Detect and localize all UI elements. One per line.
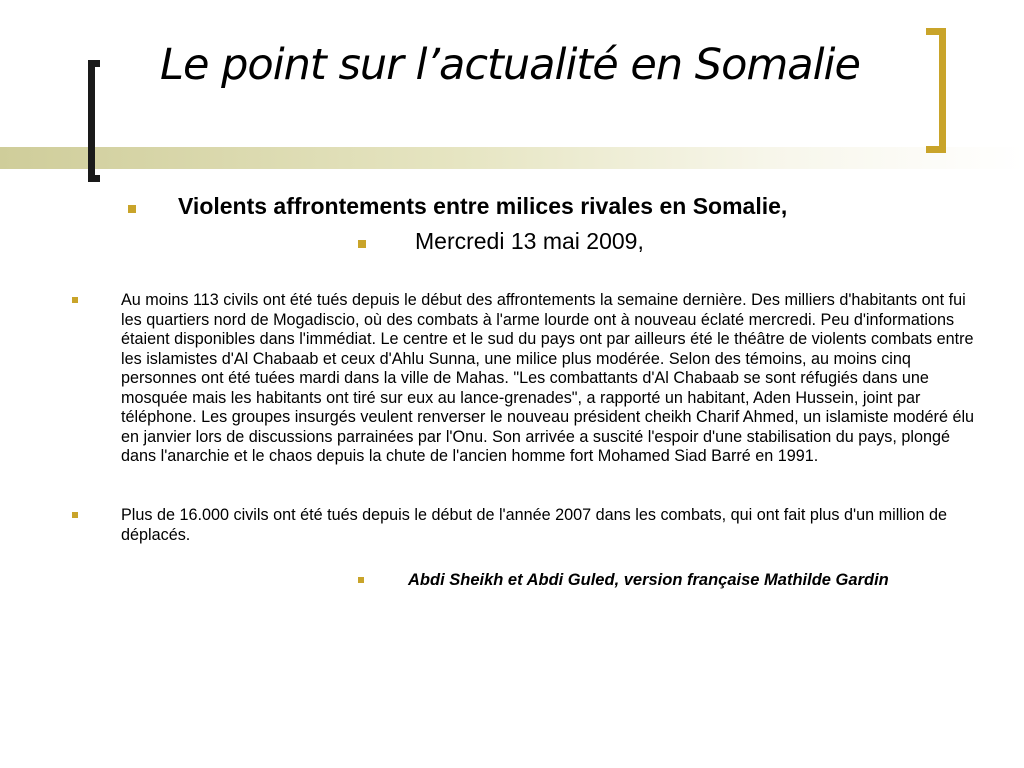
square-bullet-icon xyxy=(72,512,78,518)
square-bullet-icon xyxy=(72,297,78,303)
credit-item xyxy=(358,571,998,590)
date-text: Mercredi 13 mai 2009, xyxy=(415,228,644,254)
decorative-band xyxy=(0,147,1024,169)
square-bullet-icon xyxy=(358,577,364,583)
slide-title: Le point sur l’actualité en Somalie xyxy=(160,40,860,90)
paragraph-item xyxy=(72,506,982,545)
headline-item xyxy=(128,193,988,220)
headline-text: Violents affrontements entre milices rivales en Somalie, xyxy=(178,193,788,219)
paragraph-text: Plus de 16.000 civils ont été tués depuis le début de l'année 2007 dans les combats, qui ont fait plus d'un million de déplacés. xyxy=(121,506,947,544)
left-bracket-decoration xyxy=(88,60,100,182)
date-item xyxy=(358,228,758,255)
square-bullet-icon xyxy=(128,205,136,213)
square-bullet-icon xyxy=(358,240,366,248)
paragraph-text: Au moins 113 civils ont été tués depuis le début des affrontements la semaine dernière. Des milliers d'habitants ont fui les quartiers nord de Mogadiscio, où des combats à l'arme lourde ont à nouveau éclaté mercredi. Peu d'informations étaient disponibles dans l'immédiat. Le centre et le sud du pays ont par ailleurs été le théâtre de violents combats entre les islamistes d'Al Chabaab et ceux d'Ahlu Sunna, une milice plus modérée. Selon des témoins, au moins cinq personnes ont été tuées mardi dans la ville de Mahas. "Les combattants d'Al Chabaab se sont réfugiés dans une mosquée mais les habitants ont tiré sur eux au lance-grenades", a rapporté un habitant, Aden Hussein, joint par téléphone. Les groupes insurgés veulent renverser le nouveau président cheikh Charif Ahmed, un islamiste modéré élu en janvier lors de discussions parrainées par l'Onu. Son arrivée a suscité l'espoir d'une stabilisation du pays, plongé dans l'anarchie et le chaos depuis la chute de l'ancien homme fort Mohamed Siad Barré en 1991. xyxy=(121,291,975,465)
right-bracket-decoration xyxy=(926,28,946,153)
paragraph-item xyxy=(72,291,982,467)
credit-text: Abdi Sheikh et Abdi Guled, version française Mathilde Gardin xyxy=(408,571,889,589)
